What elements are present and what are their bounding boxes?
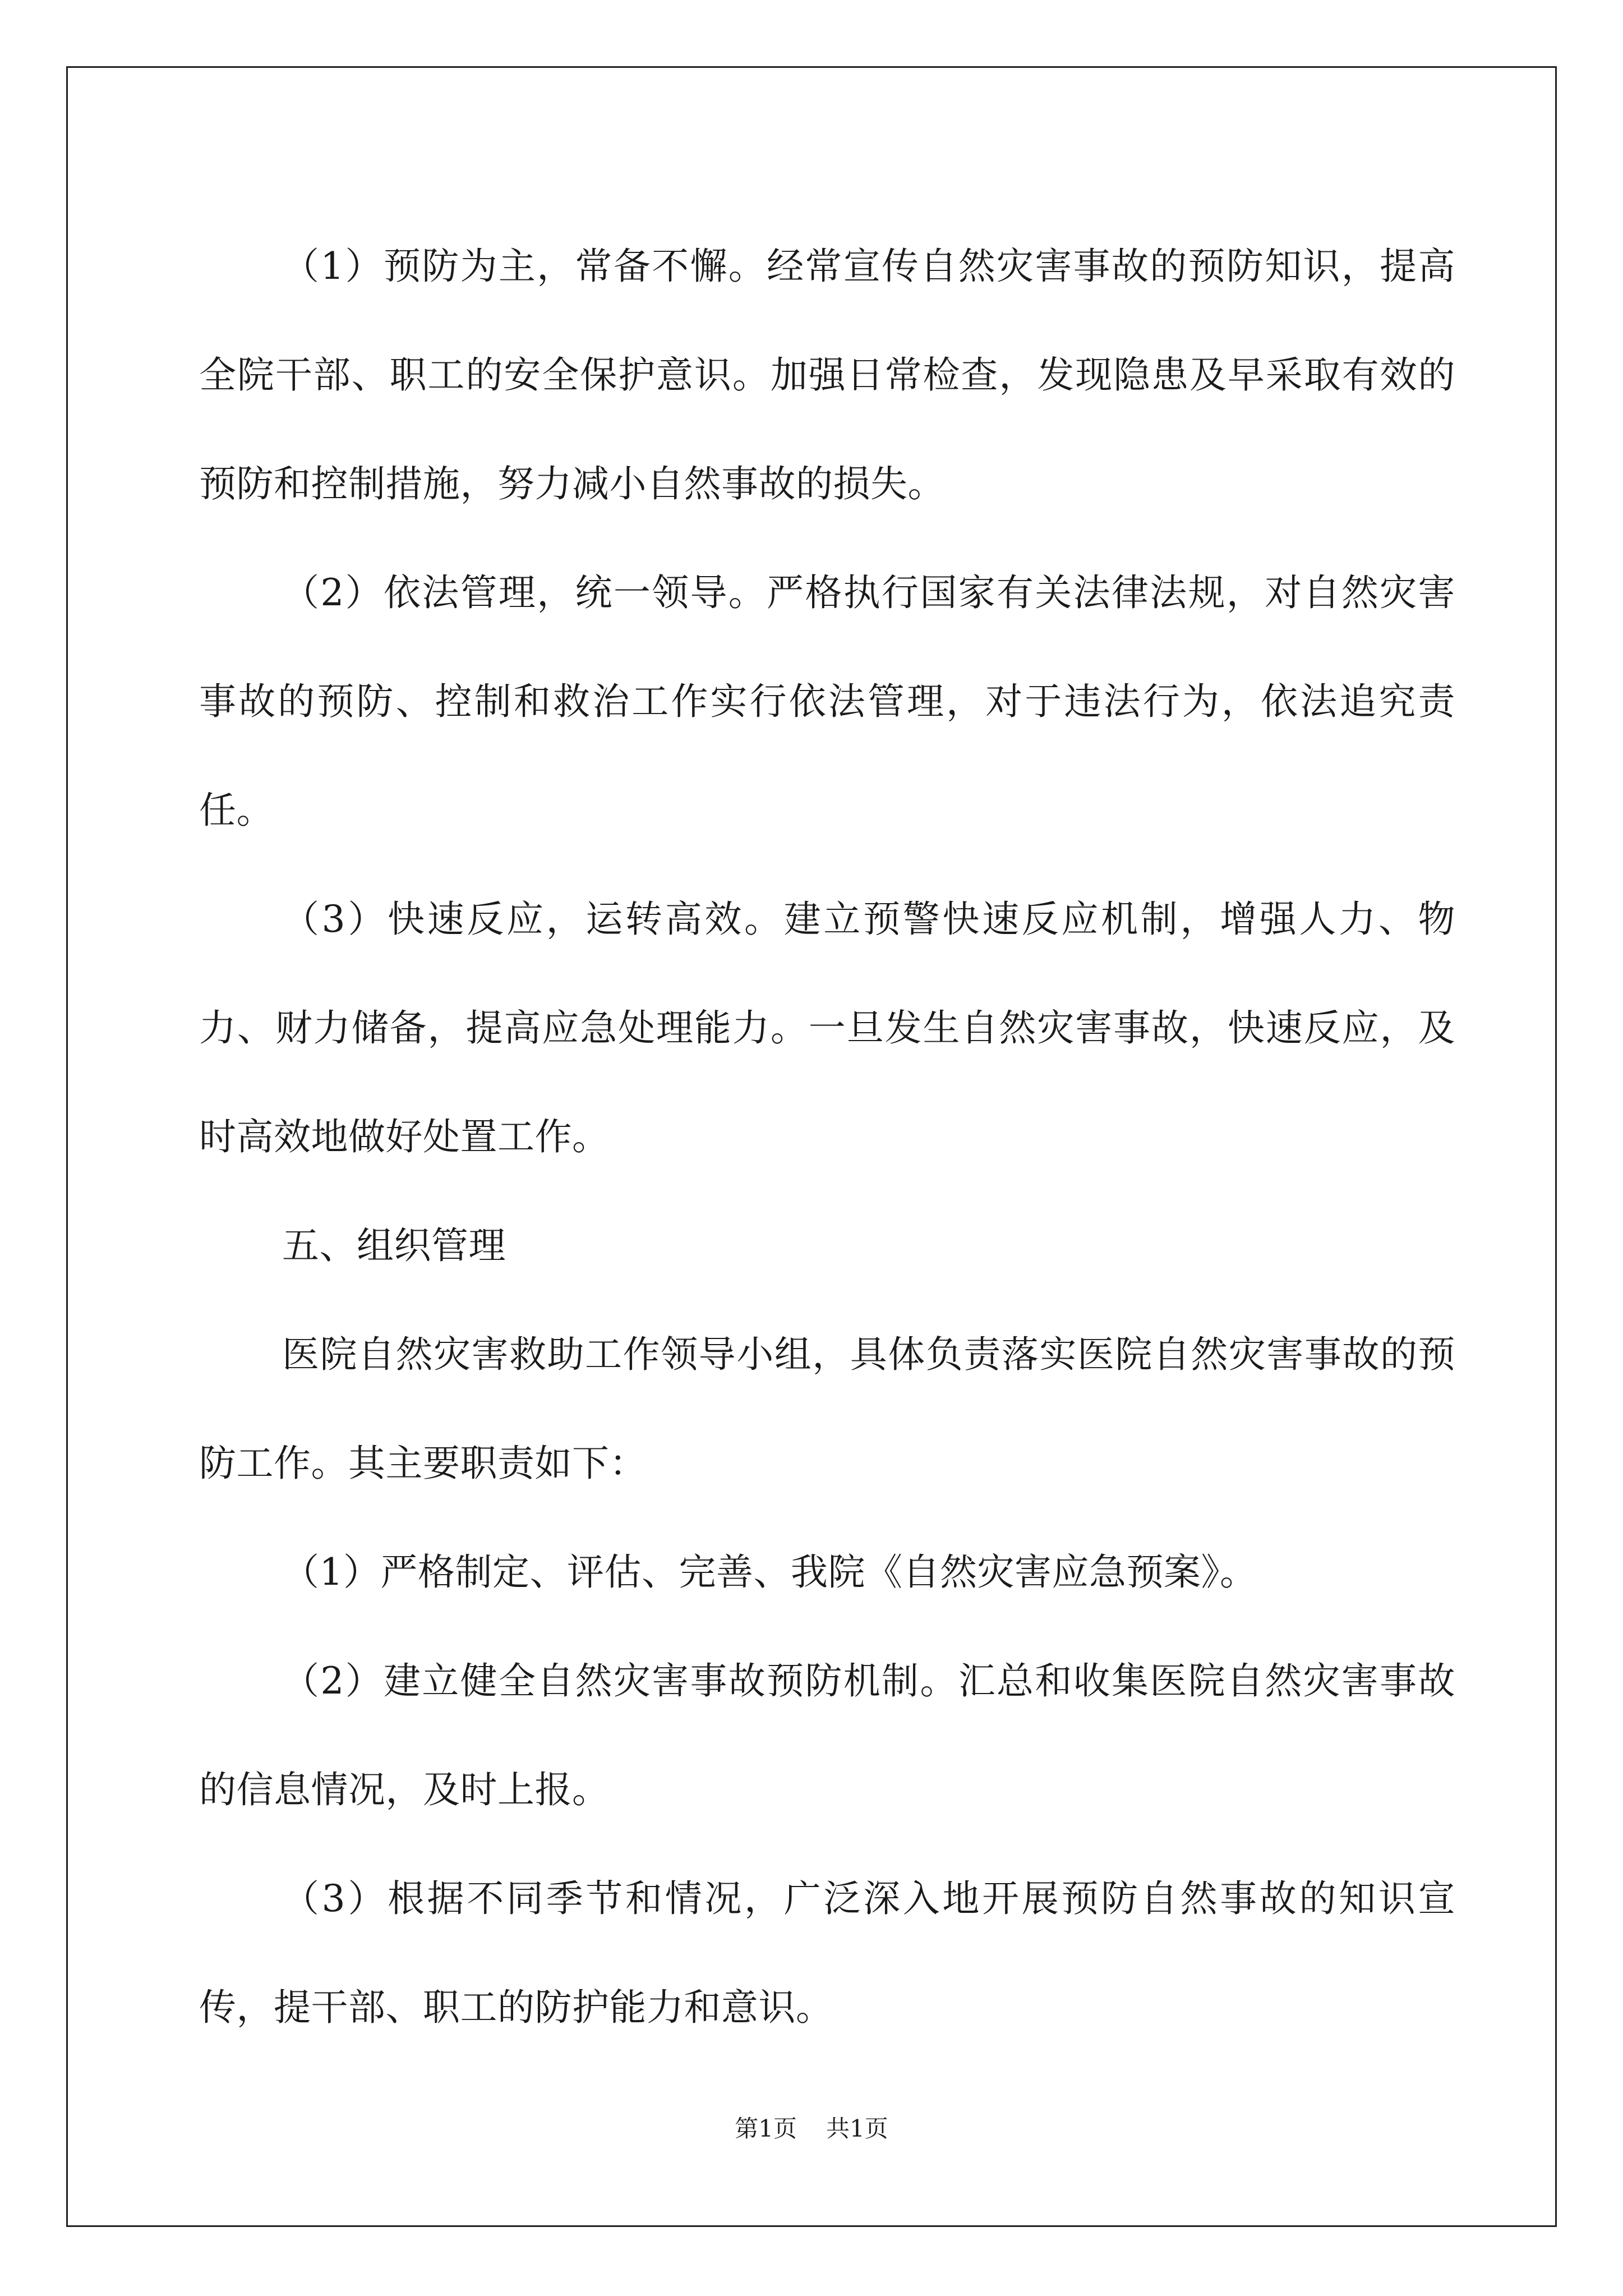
- paragraph-principle-law: （2）依法管理，统一领导。严格执行国家有关法律法规，对自然灾害事故的预防、控制和救治工作实行依法管理，对于违法行为，依法追究责任。: [199, 571, 1455, 832]
- paragraph-principle-prevention: （1）预防为主，常备不懈。经常宣传自然灾害事故的预防知识，提高全院干部、职工的安全保护意识。加强日常检查，发现隐患及早采取有效的预防和控制措施，努力减小自然事故的损失。: [199, 245, 1455, 505]
- page-number: 第1页: [735, 2115, 797, 2142]
- paragraph-duty-1: （1）严格制定、评估、完善、我院《自然灾害应急预案》。: [282, 1550, 1257, 1594]
- paragraph-duty-2: （2）建立健全自然灾害事故预防机制。汇总和收集医院自然灾害事故的信息情况，及时上报。: [199, 1659, 1455, 1811]
- paragraph-principle-response: （3）快速反应，运转高效。建立预警快速反应机制，增强人力、物力、财力储备，提高应急处理能力。一旦发生自然灾害事故，快速反应，及时高效地做好处置工作。: [199, 898, 1455, 1158]
- section-heading-organization: 五、组织管理: [282, 1224, 506, 1267]
- paragraph-duty-3: （3）根据不同季节和情况，广泛深入地开展预防自然事故的知识宣传，提干部、职工的防护能力和意识。: [199, 1877, 1455, 2029]
- document-body: [199, 212, 1455, 2062]
- page-footer: [0, 2112, 1623, 2146]
- paragraph-organization-intro: 医院自然灾害救助工作领导小组，具体负责落实医院自然灾害事故的预防工作。其主要职责如下：: [199, 1333, 1455, 1485]
- page-total: 共1页: [826, 2115, 888, 2142]
